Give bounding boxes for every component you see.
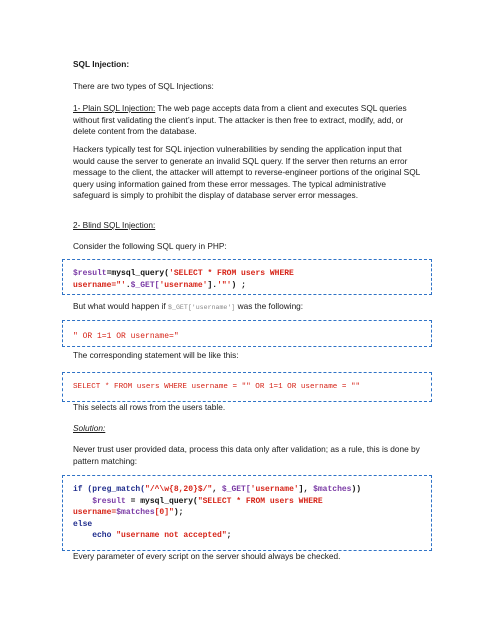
every-parameter-text: Every parameter of every script on the server should always be checked.	[73, 551, 341, 561]
selects-all-text: This selects all rows from the users table.	[73, 402, 226, 412]
plain-injection-paragraph	[73, 103, 421, 138]
code-block-1: $result=mysql_query('SELECT * FROM users WHERE username="'.$_GET['username'].'"') ;	[73, 269, 294, 290]
solution-label: Solution:	[73, 423, 106, 433]
inline-code-get-username: $_GET['username']	[168, 304, 236, 311]
code-block-2: " OR 1=1 OR username="	[73, 332, 179, 341]
blind-injection-label: 2- Blind SQL Injection:	[73, 220, 156, 230]
never-trust-paragraph: Never trust user provided data, process this data only after validation; as a rule, this is done by pattern matching:	[73, 444, 420, 466]
intro-text: There are two types of SQL Injections:	[73, 81, 214, 91]
consider-text: Consider the following SQL query in PHP:	[73, 241, 227, 251]
plain-injection-text: The web page accepts data from a client and executes SQL queries without first validating the client’s input. The attacker is then free to extract, modify, add, or delete content from the database.	[73, 103, 407, 137]
what-would-happen-text: But what would happen if $_GET['username'] was the following:	[73, 301, 304, 311]
hackers-paragraph: Hackers typically test for SQL injection vulnerabilities by sending the application input that would cause the server to generate an invalid SQL query. If the server then returns an error message to the client, the attacker will attempt to reverse-engineer portions of the original SQL query using information gained from these error messages. The typical administrative safeguard is simply to prohibit the display of database server error messages.	[73, 144, 420, 201]
corresponding-text: The corresponding statement will be like this:	[73, 350, 239, 360]
plain-injection-label: 1- Plain SQL Injection:	[73, 103, 156, 113]
code-block-4: if (preg_match("/^\w{8,20}$/", $_GET['username'], $matches)) $result = mysql_query("SELECT * FROM users WHERE username=$matches[0]"); else echo "username not accepted";	[73, 485, 362, 541]
code-block-3: SELECT * FROM users WHERE username = "" OR 1=1 OR username = ""	[73, 383, 361, 391]
page-heading: SQL Injection:	[73, 59, 130, 69]
